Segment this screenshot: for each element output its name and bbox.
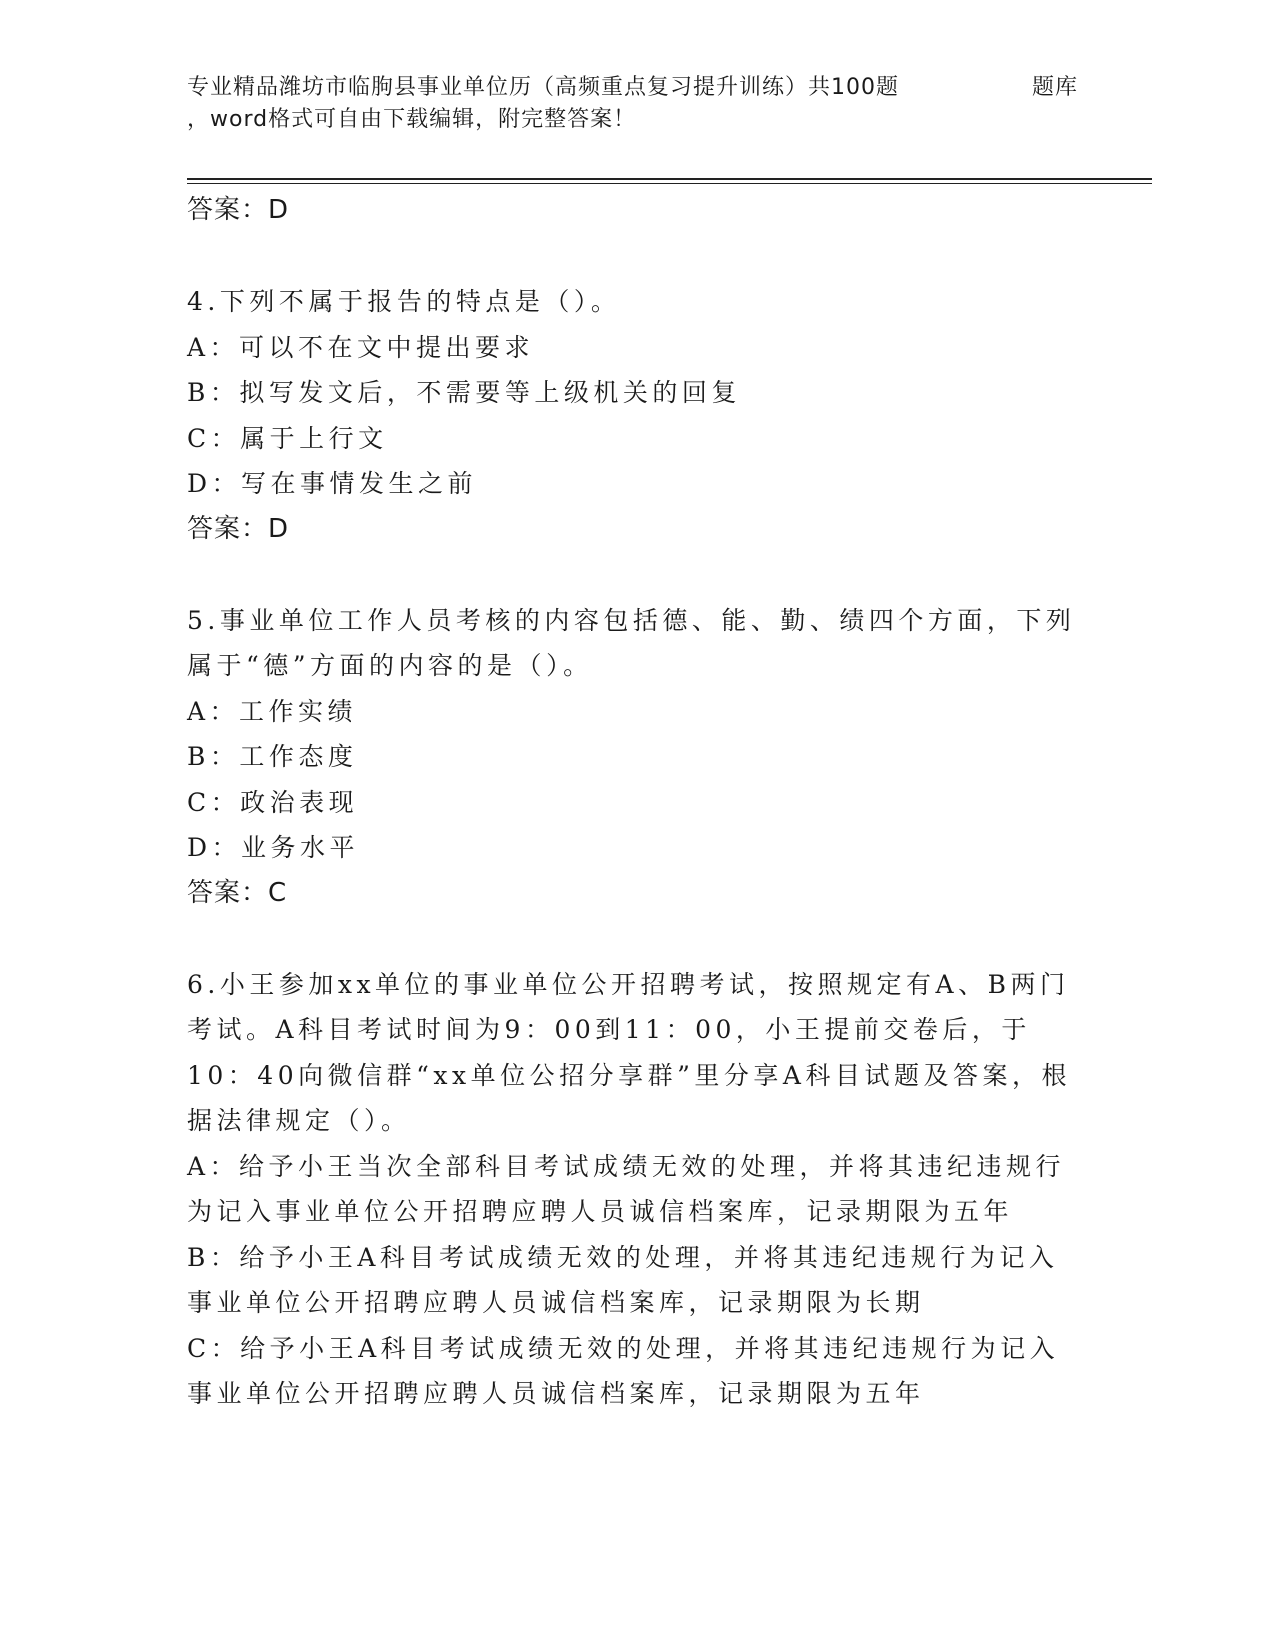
header-title: 专业精品潍坊市临朐县事业单位历（高频重点复习提升训练）共100题 <box>187 75 899 100</box>
option-c: C：给予小王A科目考试成绩无效的处理，并将其违纪违规行为记入事业单位公开招聘应聘人员诚信档案库，记录期限为五年 <box>187 1333 1060 1408</box>
option-c: C：属于上行文 <box>187 423 388 453</box>
question-stem: 5.事业单位工作人员考核的内容包括德、能、勤、绩四个方面，下列属于“德”方面的内容的是（）。 <box>187 605 1076 680</box>
question-block <box>187 962 1087 1417</box>
spacer <box>187 551 1087 598</box>
question-block <box>187 279 1087 551</box>
spacer <box>187 232 1087 279</box>
option-b: B：给予小王A科目考试成绩无效的处理，并将其违纪违规行为记入事业单位公开招聘应聘人员诚信档案库，记录期限为长期 <box>187 1242 1059 1317</box>
header-subtitle: ，word格式可自由下载编辑，附完整答案！ <box>187 107 637 132</box>
question-block <box>187 598 1087 915</box>
option-a: A：给予小王当次全部科目考试成绩无效的处理，并将其违纪违规行为记入事业单位公开招聘应聘人员诚信档案库，记录期限为五年 <box>187 1151 1066 1226</box>
option-a: A：工作实绩 <box>187 696 358 726</box>
header-tag: 题库 <box>1032 75 1079 100</box>
option-a: A：可以不在文中提出要求 <box>187 332 535 362</box>
spacer <box>187 915 1087 962</box>
document-header <box>187 72 1087 136</box>
question-stem: 6.小王参加xx单位的事业单位公开招聘考试，按照规定有A、B两门考试。A科目考试时间为9：00到11：00，小王提前交卷后，于10：40向微信群“xx单位公招分享群”里分享A科目试题及答案，根据法律规定（）。 <box>187 969 1071 1135</box>
question-stem: 4.下列不属于报告的特点是（）。 <box>187 287 621 316</box>
option-d: D：业务水平 <box>187 833 360 862</box>
answer-line: 答案：C <box>187 877 288 908</box>
header-rule-thin <box>187 183 1152 184</box>
header-title-line <box>187 72 1087 104</box>
option-c: C：政治表现 <box>187 787 359 817</box>
header-rule-thick <box>187 178 1152 180</box>
answer-line: 答案：D <box>187 195 290 225</box>
question-list <box>187 188 1087 1417</box>
answer-line: 答案：D <box>187 513 290 544</box>
option-b: B：拟写发文后，不需要等上级机关的回复 <box>187 378 741 407</box>
option-b: B：工作态度 <box>187 742 358 771</box>
option-d: D：写在事情发生之前 <box>187 469 478 498</box>
